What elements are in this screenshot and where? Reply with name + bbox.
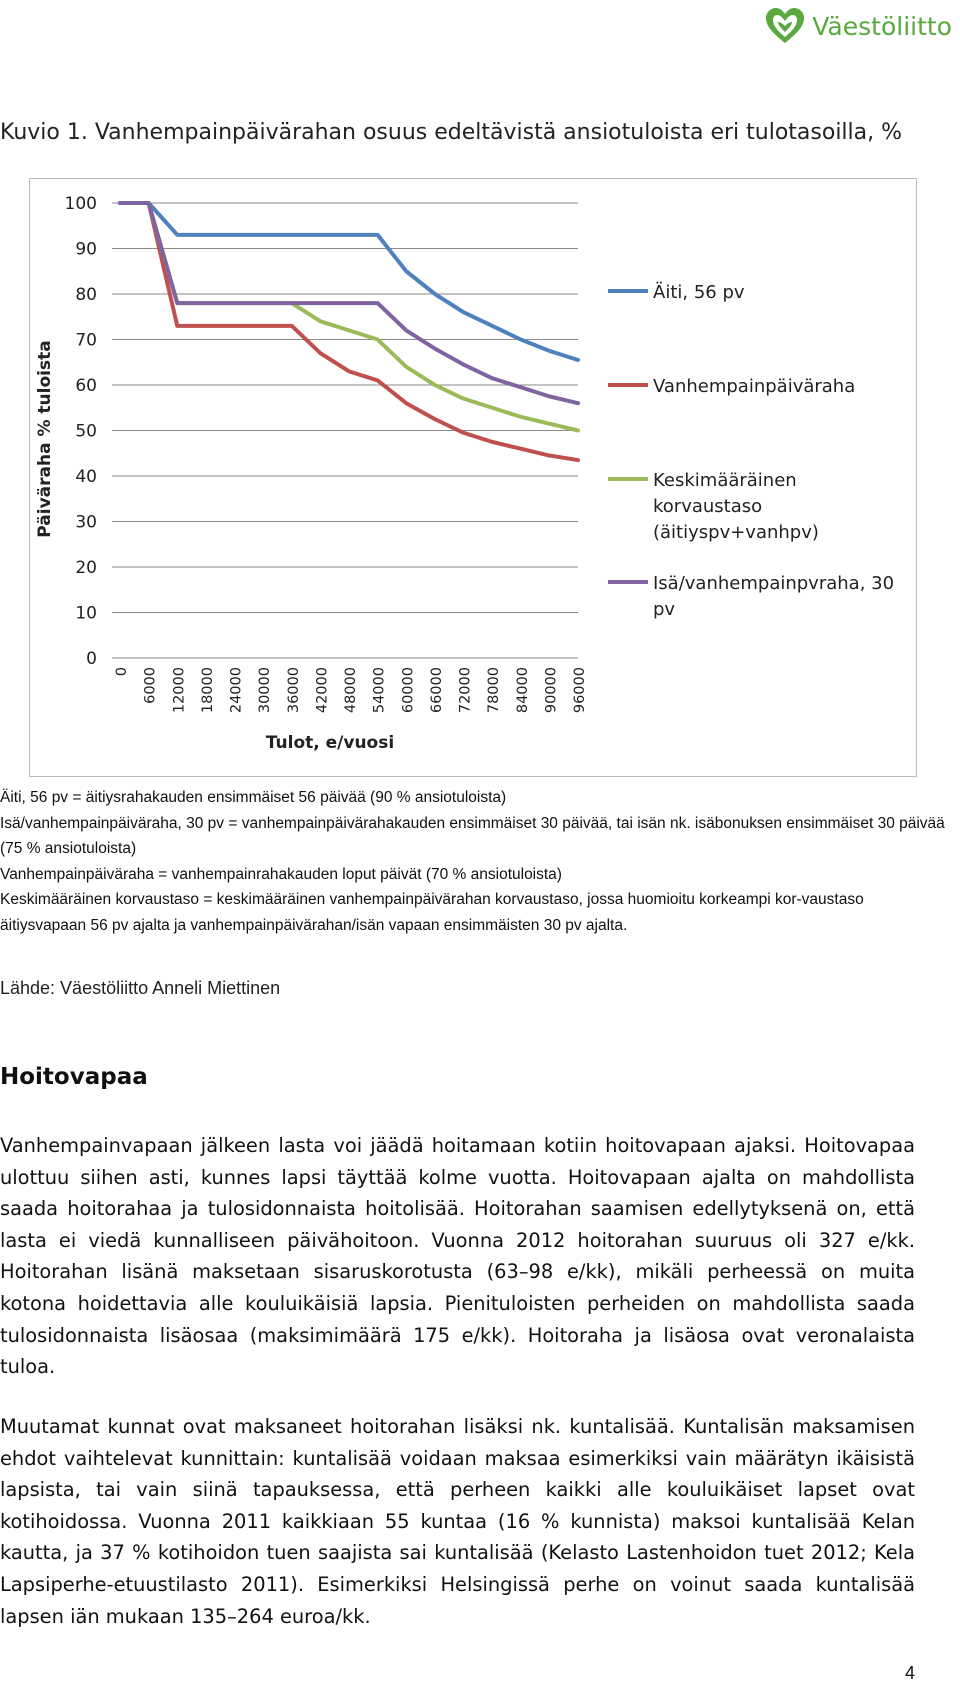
series-line: [120, 203, 578, 360]
y-tick-label: 10: [75, 603, 97, 624]
body-paragraph: Vanhempainvapaan jälkeen lasta voi jäädä hoitamaan kotiin hoitovapaan ajaksi. Hoitovapaa ulottuu siihen asti, kunnes lapsi täyttää kolme vuotta. Hoitovapaan ajalta on mahdollista saada hoitorahaa ja tulosidonnaista hoitolisää. Hoitorahan saamisen edellytyksenä on, että lasta ei viedä kunnalliseen päivähoitoon. Vuonna 2012 hoitorahan suuruus oli 327 e/kk. Hoitorahan lisänä maksetaan sisaruskorotusta (63–98 e/kk), mikäli perheessä on muita kotona hoidettavia alle kouluikäisiä lapsia. Pienituloisten perheiden on mahdollista saada tulosidonnaista lisäosaa (maksimimäärä 175 e/kk). Hoitoraha ja lisäosa ovat veronalaista tuloa.: [0, 1134, 915, 1379]
series-line: [120, 203, 578, 431]
y-tick-label: 80: [75, 285, 97, 305]
x-tick-label: 90000: [543, 667, 560, 714]
chart-container: [29, 178, 917, 777]
section-heading: Hoitovapaa: [0, 1064, 148, 1090]
x-tick-label: 18000: [199, 667, 216, 714]
figure-title: Kuvio 1. Vanhempainpäivärahan osuus edeltävistä ansiotuloista eri tulotasoilla, %: [0, 120, 903, 145]
x-tick-label: 60000: [400, 667, 417, 714]
x-tick-label: 12000: [171, 667, 188, 714]
x-tick-label: 84000: [514, 667, 531, 714]
legend-label: Keskimääräinen korvaustaso (äitiyspv+vanhpv): [653, 470, 819, 543]
y-tick-label: 30: [75, 512, 97, 533]
x-tick-label: 78000: [486, 667, 503, 714]
body-paragraph: Muutamat kunnat ovat maksaneet hoitorahan lisäksi nk. kuntalisää. Kuntalisän maksamisen ehdot vaihtelevat kunnittain: kuntalisää voidaan maksaa esimerkiksi vain määrätyn ikäisistä lapsista, tai vain siinä tapauksessa, että perheen kaikki alle kouluikäiset lapset ovat kotihoidossa. Vuonna 2011 kaikkiaan 55 kuntaa (16 % kunnista) maksoi kuntalisää Kelan kautta, ja 37 % kotihoidon tuen saajista sai kuntalisää (Kelasto Lastenhoidon tuet 2012; Kela Lapsiperhe-etuustilasto 2011). Esimerkiksi Helsingissä perhe on voinut saada kuntalisää lapsen iän mukaan 135–264 euroa/kk.: [0, 1415, 915, 1628]
x-tick-label: 54000: [371, 667, 388, 714]
y-tick-label: 40: [75, 467, 97, 487]
x-tick-label: 6000: [142, 667, 159, 704]
y-tick-label: 0: [86, 649, 97, 669]
figure-notes: [0, 785, 950, 938]
x-axis-title: Tulot, e/vuosi: [265, 733, 395, 753]
x-tick-label: 96000: [572, 667, 588, 714]
x-tick-label: 72000: [457, 667, 474, 714]
x-tick-label: 42000: [314, 667, 331, 714]
x-tick-label: 0: [114, 667, 130, 677]
x-tick-label: 30000: [257, 667, 274, 714]
legend-label: Vanhempainpäiväraha: [653, 376, 856, 397]
vaestoliitto-logo: [764, 4, 952, 48]
y-tick-label: 90: [75, 239, 97, 260]
x-tick-label: 48000: [343, 667, 359, 714]
legend-label: Isä/vanhempainpvraha, 30 pv: [653, 573, 895, 620]
note-line: Äiti, 56 pv = äitiysrahakauden ensimmäiset 56 päivää (90 % ansiotuloista): [0, 789, 507, 806]
x-tick-label: 36000: [285, 667, 302, 714]
page-number: 4: [904, 1663, 915, 1683]
note-line: Keskimääräinen korvaustaso = keskimääräinen vanhempainpäivärahan korvaustaso, jossa huomioitu korkeampi kor-vaustaso äitiysvapaan 56 pv ajalta ja vanhempainpäivärahan/isän vapaan ensimmäisten 30 pv ajalta.: [0, 891, 864, 934]
y-tick-label: 100: [64, 194, 97, 214]
x-tick-label: 24000: [228, 667, 245, 714]
x-tick-label: 66000: [428, 667, 445, 714]
logo-text: Väestöliitto: [812, 11, 952, 41]
y-axis-title: Päiväraha % tuloista: [35, 340, 55, 538]
line-chart: [30, 179, 915, 775]
legend-label: Äiti, 56 pv: [653, 282, 745, 303]
y-tick-label: 50: [75, 421, 97, 442]
note-line: Isä/vanhempainpäiväraha, 30 pv = vanhempainpäivärahakauden ensimmäiset 30 päivää, tai isän nk. isäbonuksen ensimmäiset 30 päivää (75 % ansiotuloista): [0, 814, 945, 857]
y-tick-label: 20: [75, 558, 97, 578]
note-line: Vanhempainpäiväraha = vanhempainrahakauden loput päivät (70 % ansiotuloista): [0, 865, 562, 883]
heart-leaf-icon: [764, 6, 806, 46]
y-tick-label: 70: [75, 330, 97, 351]
source-line: Lähde: Väestöliitto Anneli Miettinen: [0, 978, 281, 998]
y-tick-label: 60: [75, 376, 97, 396]
